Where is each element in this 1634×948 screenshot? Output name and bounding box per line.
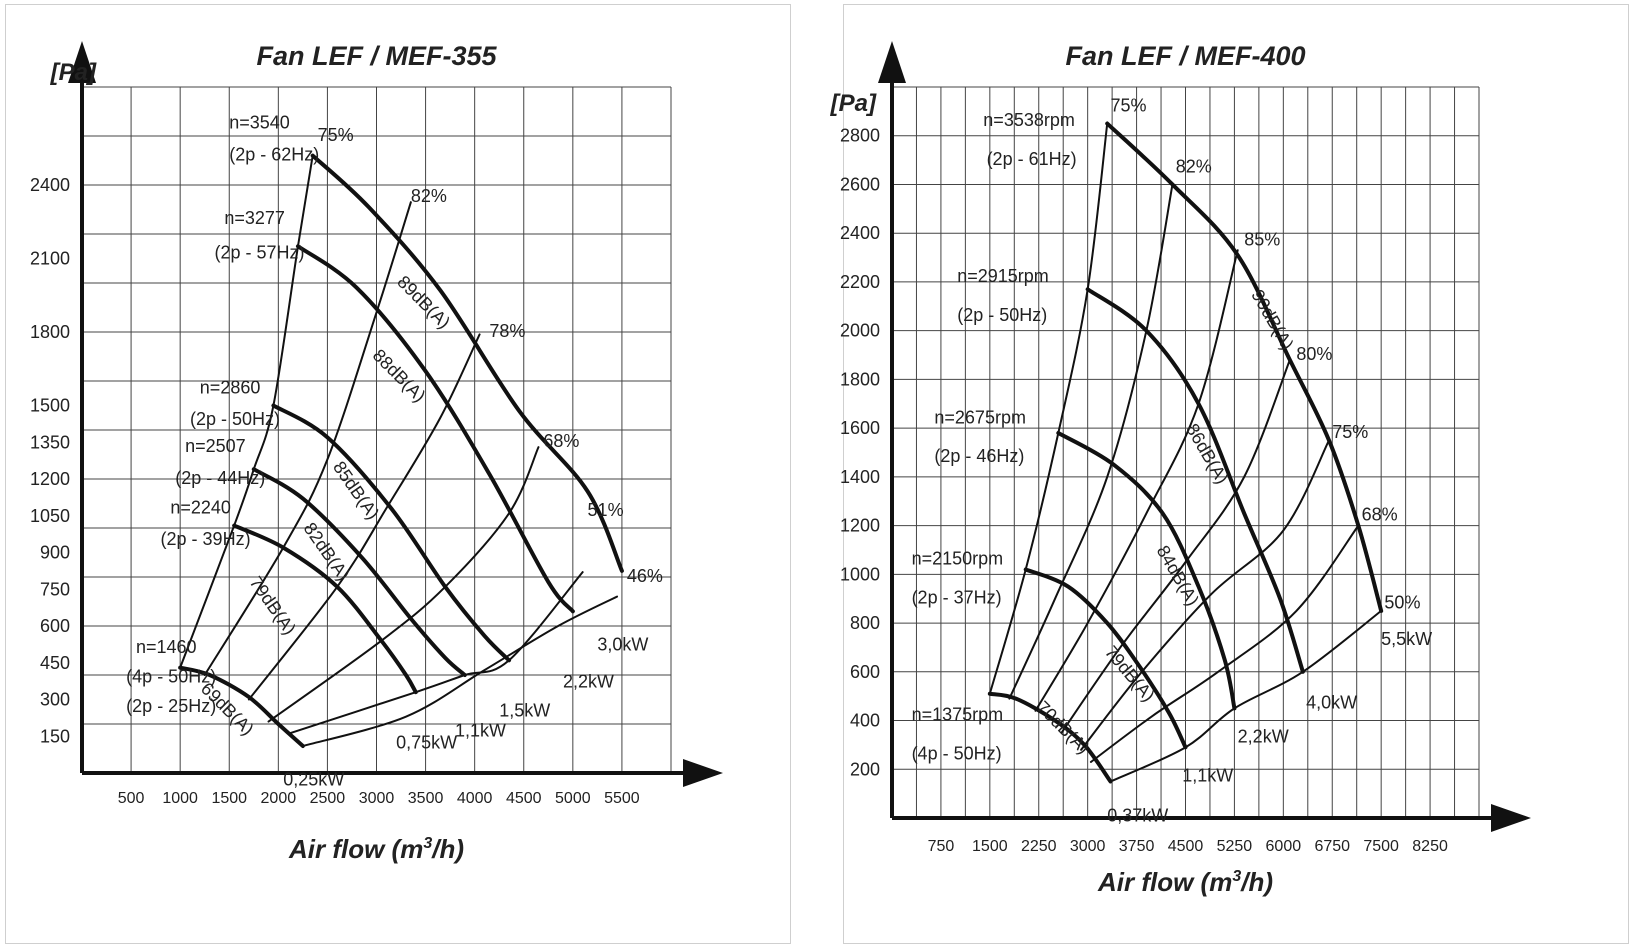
x-tick-label: 750 [927,838,955,855]
chart-title: Fan LEF / MEF-400 [1065,41,1306,71]
y-tick-label: 1800 [839,369,880,390]
annotation-label: 70dB(A) [1032,697,1094,758]
x-tick-label: 2000 [260,790,297,807]
speed-curve [1107,124,1381,611]
annotation-label: 85% [1244,229,1281,250]
annotation-label: n=3538rpm [983,109,1075,130]
y-tick-label: 1600 [839,418,880,439]
x-tick-label: 6750 [1314,838,1351,855]
x-tick-label: 500 [117,790,145,807]
annotation-label: (4p - 50Hz) [911,743,1002,764]
y-tick-label: 1050 [29,505,70,526]
annotation-label: 90dB(A) [1247,286,1298,354]
x-tick-label: 1500 [211,790,248,807]
y-tick-label: 300 [39,689,70,710]
annotation-label: 51% [587,499,624,520]
annotation-label: (2p - 46Hz) [934,446,1025,467]
y-tick-label: 400 [849,710,880,731]
x-tick-label: 8250 [1412,838,1448,855]
annotation-label: 82% [1175,156,1212,177]
y-tick-label: 2000 [839,320,880,341]
annotation-label: 86dB(A) [1182,420,1233,488]
annotation-label: 2,2kW [1237,726,1289,747]
x-tick-label: 7500 [1363,838,1399,855]
annotation-label: (4p - 50Hz) [126,666,217,687]
annotation-label: 82dB(A) [299,518,354,585]
chart-svg-mef-400 [830,5,1630,945]
x-tick-label: 5000 [555,790,591,807]
annotation-label: n=1375rpm [911,704,1004,725]
annotation-label: 5,5kW [1381,628,1433,649]
efficiency-curve [1062,360,1290,733]
x-tick-label: 4500 [1167,838,1204,855]
y-tick-label: 150 [39,726,70,747]
annotation-label: n=2150rpm [911,548,1004,569]
annotation-label: (2p - 44Hz) [175,467,266,488]
annotation-label: (2p - 39Hz) [160,529,251,550]
speed-curve [1088,289,1303,672]
x-tick-label: 1000 [162,790,198,807]
annotation-label: (2p - 61Hz) [986,148,1077,169]
x-tick-label: 2250 [1020,838,1057,855]
x-tick-label: 3000 [358,790,395,807]
annotation-label: 82% [410,186,447,207]
y-tick-label: 900 [39,542,70,563]
x-tick-label: 4500 [505,790,542,807]
y-tick-label: 1000 [839,564,880,585]
annotation-label: 1,5kW [499,700,551,721]
annotation-label: (2p - 50Hz) [189,409,281,430]
chart-svg-mef-355 [6,5,792,945]
annotation-label: 0,75kW [396,732,458,753]
x-axis-label: Air flow $(m^3/h)$ [1097,867,1274,897]
x-tick-label: 3500 [407,790,444,807]
annotation-label: 80% [1296,343,1333,364]
y-tick-label: 2800 [839,125,880,146]
y-axis-arrow [878,41,906,83]
x-tick-label: 5500 [604,790,640,807]
annotation-label: 1,1kW [455,720,507,741]
annotation-label: 79dB(A) [245,572,300,639]
annotation-label: (2p - 50Hz) [957,304,1048,325]
y-tick-label: 1200 [839,515,880,536]
y-tick-label: 200 [849,759,880,780]
y-tick-label: 600 [849,661,880,682]
annotation-label: 4,0kW [1306,692,1358,713]
x-tick-label: 4000 [456,790,493,807]
x-tick-label: 6000 [1265,838,1302,855]
annotation-label: 0,25kW [283,769,345,790]
annotation-label: (2p - 25Hz) [126,695,217,716]
chart-panel-mef-400 [830,4,1629,944]
annotation-label: 46% [626,565,663,586]
annotation-label: n=2860 [199,377,261,398]
x-tick-label: 3000 [1069,838,1106,855]
annotation-label: 84dB(A) [1152,541,1204,610]
annotation-label: n=2675rpm [934,407,1026,428]
annotation-label: (2p - 57Hz) [214,242,305,263]
annotation-label: 79dB(A) [1100,642,1159,706]
y-tick-label: 600 [39,616,70,636]
annotation-label: n=3277 [224,208,285,229]
y-tick-label: 450 [39,652,70,673]
y-tick-label: 2400 [29,175,70,195]
y-tick-label: 2100 [29,248,70,269]
annotation-label: 75% [317,124,354,145]
annotation-label: 1,1kW [1182,765,1234,786]
annotation-label: 69dB(A) [196,678,258,740]
efficiency-curve [1091,526,1358,762]
efficiency-curve [1081,440,1329,749]
x-axis-arrow [683,759,723,787]
annotation-label: 2,2kW [563,671,615,692]
annotation-label: 0,37kW [1107,805,1169,826]
x-tick-label: 3750 [1118,838,1155,855]
y-tick-label: 2400 [839,223,880,244]
annotation-label: n=2240 [170,497,231,518]
x-tick-label: 2500 [309,790,346,807]
annotation-label: 3,0kW [597,634,649,655]
annotation-label: 88dB(A) [368,345,430,407]
y-tick-label: 1800 [29,322,70,342]
annotation-label: n=3540 [229,112,290,133]
y-tick-label: 800 [849,613,880,634]
y-tick-label: 2200 [839,271,880,292]
annotation-label: (2p - 37Hz) [911,587,1002,608]
annotation-label: 89dB(A) [393,271,455,333]
annotation-label: 75% [1332,421,1369,442]
annotation-label: 75% [1110,95,1147,116]
y-tick-label: 1200 [29,469,70,489]
y-axis-label: [Pa] [830,90,876,117]
chart-panel-mef-355 [5,4,791,944]
y-tick-label: 1350 [29,432,70,453]
x-tick-label: 1500 [972,838,1008,855]
annotation-label: 85dB(A) [329,457,384,524]
annotation-label: 68% [1361,504,1398,525]
x-axis-arrow [1491,804,1531,832]
annotation-label: 78% [489,320,526,341]
annotation-label: n=2915rpm [957,265,1049,286]
y-tick-label: 2600 [839,174,880,195]
chart-title: Fan LEF / MEF-355 [256,41,497,71]
x-axis-label: Air flow $(m^3/h)$ [288,834,465,864]
annotation-label: 68% [543,431,580,452]
y-tick-label: 750 [39,579,70,600]
annotation-label: n=1460 [135,636,197,657]
y-tick-label: 1400 [839,466,880,487]
y-tick-label: 1500 [29,395,70,416]
annotation-label: (2p - 62Hz) [229,144,320,165]
y-axis-label: [Pa] [50,59,96,86]
x-tick-label: 5250 [1216,838,1253,855]
annotation-label: 50% [1384,592,1421,613]
annotation-label: n=2507 [185,436,246,457]
